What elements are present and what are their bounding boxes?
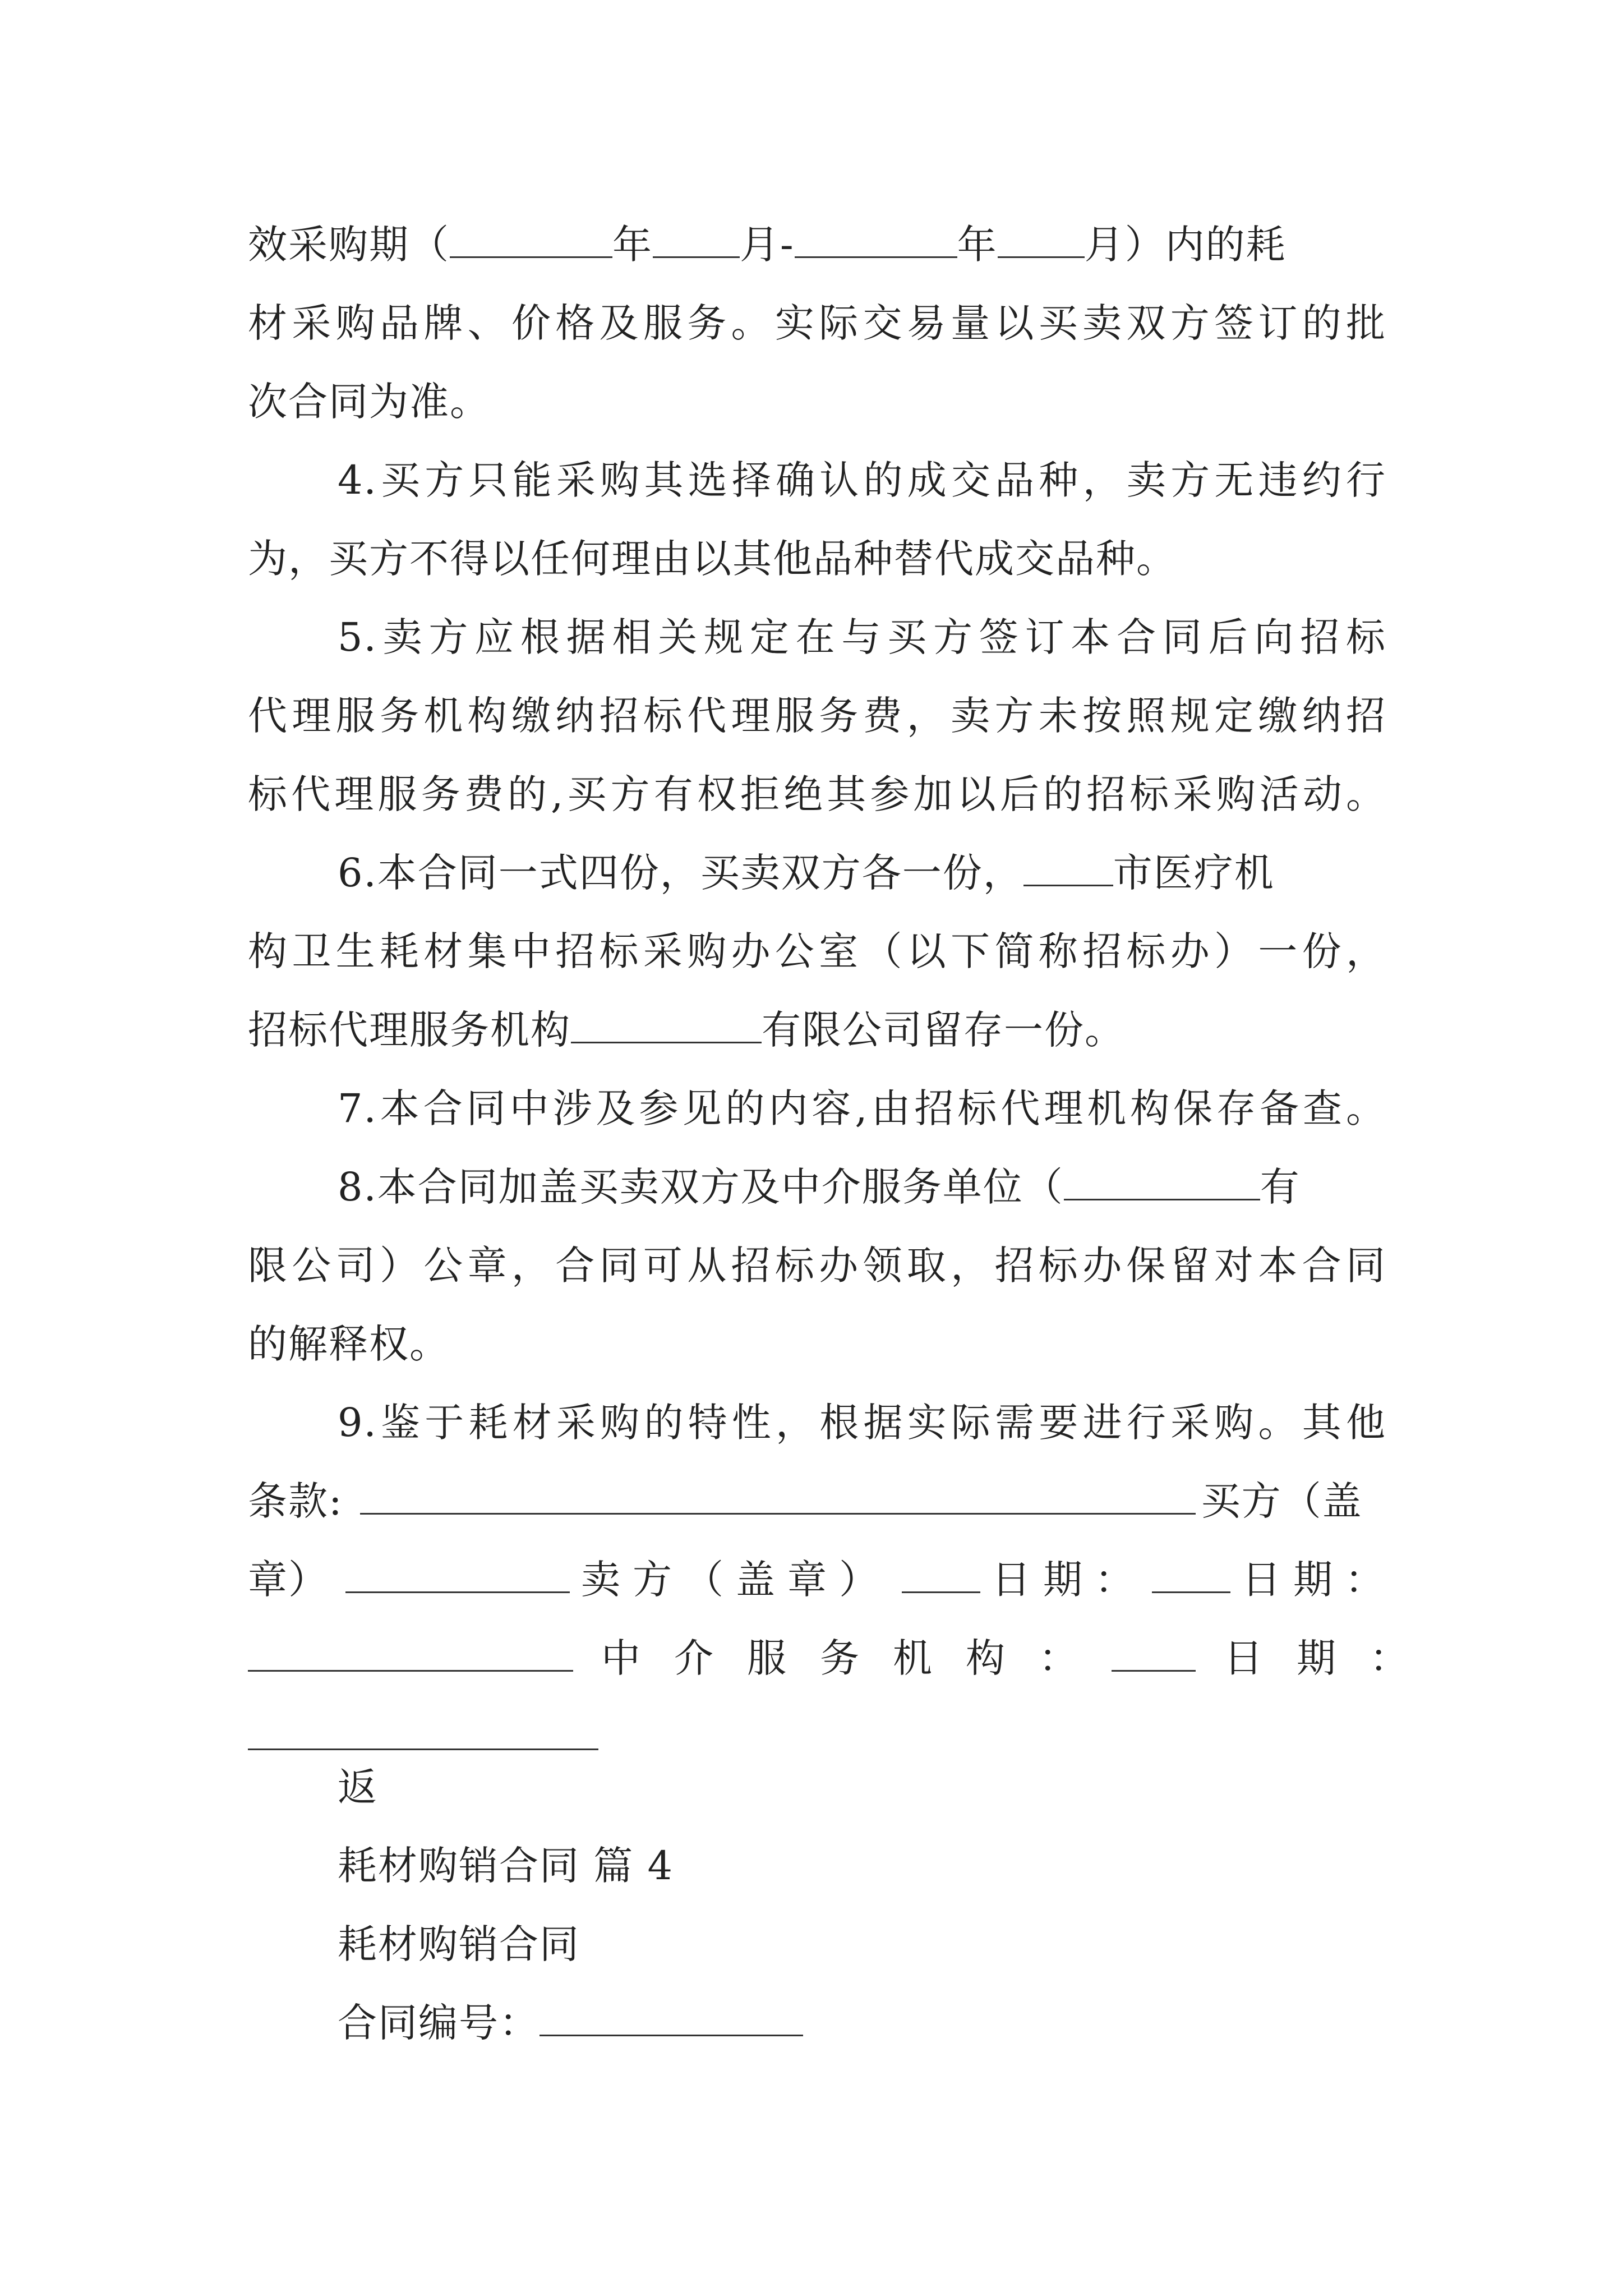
blank-field [1112,1631,1196,1672]
paragraph-9-line: 9.鉴于耗材采购的特性，根据实际需要进行采购。其他 [338,1400,1386,1446]
blank-field [795,217,957,258]
contract-number-blank [540,1995,803,2036]
text-run: 年 [957,222,998,268]
blank-field [248,1709,598,1750]
text-run: 年 [612,222,653,268]
text-run: 效采购期（ [248,222,450,268]
text-run: 卖方（盖章） [581,1557,891,1603]
text-line: 材采购品牌、价格及服务。实际交易量以买卖双方签订的批 [248,300,1386,346]
text-run: 日期： [1224,1635,1442,1681]
blank-field [902,1552,980,1593]
text-run: 6.本合同一式四份，买卖双方各一份， [338,850,1023,896]
contract-number-label: 合同编号： [338,2000,540,2046]
text-line [248,1630,1442,1686]
text-run: 月）内的耗 [1084,222,1287,268]
contract-title: 耗材购销合同 [338,1921,580,1967]
text-line: 代理服务机构缴纳招标代理服务费，卖方未按照规定缴纳招 [248,693,1386,739]
text-run: 日期： [992,1557,1146,1603]
text-line [248,217,1386,273]
blank-field [571,1002,762,1043]
section-heading: 耗材购销合同 篇 4 [338,1843,674,1889]
text-line: 次合同为准。 [248,379,490,425]
text-run: 市医疗机 [1113,850,1275,896]
text-line: 限公司）公章，合同可从招标办领取，招标办保留对本合同 [248,1243,1386,1289]
text-run: 中介服务机构： [601,1635,1112,1681]
paragraph-7-line: 7.本合同中涉及参见的内容,由招标代理机构保存备查。 [338,1085,1386,1131]
text-run: 招标代理服务机构 [248,1007,571,1053]
blank-field [345,1552,570,1593]
contract-number-line [338,1995,1386,2051]
text-run: 买方（盖 [1201,1478,1363,1524]
blank-field [1023,845,1113,886]
text-run: 有限公司留存一份。 [762,1007,1125,1053]
blank-field [653,217,740,258]
text-line [248,1002,1386,1058]
text-run: 条款: [248,1478,343,1524]
text-run: 章） [248,1557,329,1603]
back-label: 返 [338,1764,378,1810]
text-line: 标代理服务费的,买方有权拒绝其参加以后的招标采购活动。 [248,771,1386,817]
text-run: 日期： [1242,1557,1396,1603]
text-line [248,1709,1386,1765]
blank-field [360,1474,1196,1515]
text-line [248,1552,1396,1608]
text-line: 为，买方不得以任何理由以其他品种替代成交品种。 [248,536,1177,582]
text-line: 的解释权。 [248,1321,450,1367]
text-line: 构卫生耗材集中招标采购办公室（以下简称招标办）一份， [248,928,1386,974]
paragraph-5-line: 5.卖方应根据相关规定在与买方签订本合同后向招标 [338,614,1386,660]
text-run: 月- [740,222,795,268]
text-run: 有 [1260,1164,1301,1210]
paragraph-6-line [338,845,1386,901]
text-run: 8.本合同加盖买卖双方及中介服务单位（ [338,1164,1064,1210]
paragraph-4-line: 4.买方只能采购其选择确认的成交品种，卖方无违约行 [338,457,1386,503]
blank-field [1152,1552,1230,1593]
blank-field [248,1631,573,1672]
blank-field [1064,1159,1260,1200]
blank-field [998,217,1085,258]
text-line [248,1473,1386,1529]
blank-field [450,217,612,258]
paragraph-8-line [338,1159,1386,1215]
